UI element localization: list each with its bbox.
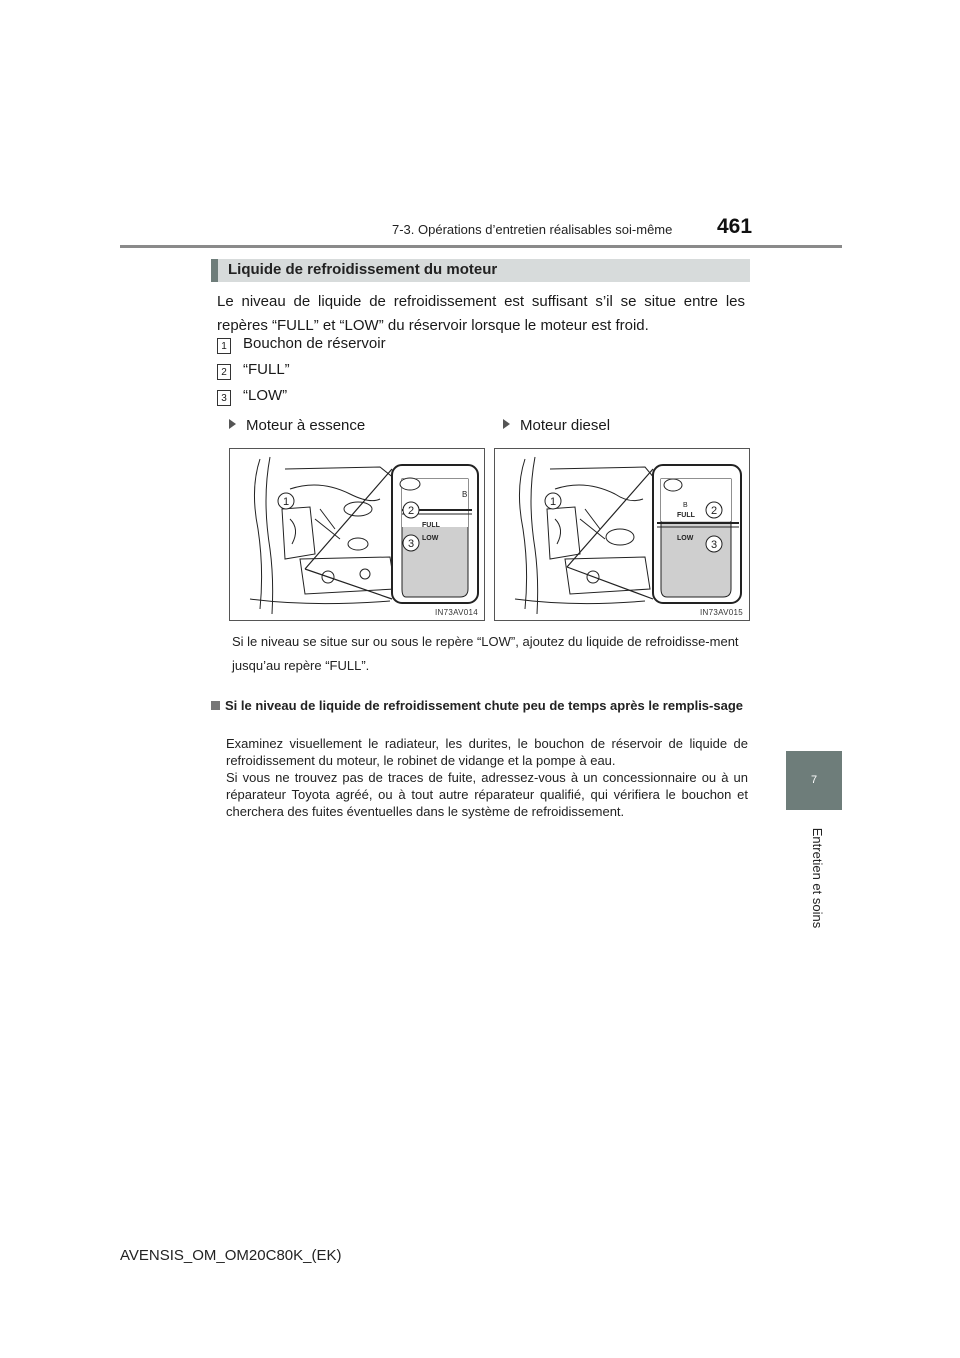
chapter-tab[interactable] bbox=[786, 751, 842, 810]
number-badge: 2 bbox=[217, 364, 231, 380]
petrol-engine-label: Moteur à essence bbox=[229, 417, 365, 434]
petrol-engine-illustration bbox=[229, 448, 485, 621]
triangle-bullet-icon bbox=[229, 419, 236, 429]
low-mark: LOW bbox=[422, 535, 439, 542]
section-heading-bar bbox=[211, 259, 750, 282]
section-title: Liquide de refroidissement du moteur bbox=[228, 261, 498, 278]
engine-bay-drawing bbox=[230, 449, 485, 621]
reservoir-mark-b: B bbox=[683, 502, 688, 509]
page-number: 461 bbox=[717, 215, 753, 238]
info-heading: Si le niveau de liquide de refroidissement chute peu de temps après le remplis-sage bbox=[211, 696, 748, 715]
diesel-engine-illustration bbox=[494, 448, 750, 621]
callout-3: 3 bbox=[710, 539, 718, 551]
callout-2: 2 bbox=[710, 505, 718, 517]
intro-paragraph: Le niveau de liquide de refroidissement est suffisant s’il se situe entre les repères “FULL” et “LOW” du réservoir lorsque le moteur est froid. bbox=[217, 293, 745, 334]
triangle-bullet-icon bbox=[503, 419, 510, 429]
info-body bbox=[226, 735, 748, 820]
number-badge: 3 bbox=[217, 390, 231, 406]
low-mark: LOW bbox=[677, 535, 694, 542]
document-code-footer: AVENSIS_OM_OM20C80K_(EK) bbox=[120, 1247, 342, 1264]
illustration-code: IN73AV014 bbox=[434, 608, 478, 617]
header-section-title: 7-3. Opérations d’entretien réalisables soi-même bbox=[392, 222, 673, 237]
info-paragraph: Examinez visuellement le radiateur, les durites, le bouchon de réservoir de liquide de refroidissement du moteur, le robinet de vidange et la pompe à eau. bbox=[226, 736, 748, 768]
illustration-code: IN73AV015 bbox=[699, 608, 743, 617]
callout-1: 1 bbox=[282, 496, 290, 508]
square-bullet-icon bbox=[211, 701, 220, 710]
note-paragraph: Si le niveau se situe sur ou sous le repère “LOW”, ajoutez du liquide de refroidisse-ment jusqu’au repère “FULL”. bbox=[232, 634, 739, 673]
chapter-number: 7 bbox=[810, 774, 818, 786]
number-badge: 1 bbox=[217, 338, 231, 354]
engine-bay-drawing bbox=[495, 449, 750, 621]
full-mark: FULL bbox=[677, 512, 695, 519]
callout-3: 3 bbox=[407, 538, 415, 550]
list-item-text: “FULL” bbox=[243, 361, 290, 378]
reservoir-mark-b: B bbox=[462, 490, 468, 499]
header-rule bbox=[120, 245, 842, 248]
chapter-label: Entretien et soins bbox=[810, 827, 825, 929]
full-mark: FULL bbox=[422, 522, 440, 529]
callout-2: 2 bbox=[407, 505, 415, 517]
list-item-text: Bouchon de réservoir bbox=[243, 335, 386, 352]
callout-1: 1 bbox=[549, 496, 557, 508]
info-paragraph: Si vous ne trouvez pas de traces de fuite, adressez-vous à un concessionnaire ou à un réparateur Toyota agréé, ou à tout autre réparateur qualifié, qui vérifiera le bouchon et cherchera des fuites éventuelles dans le système de refroidissement. bbox=[226, 770, 748, 819]
list-item-text: “LOW” bbox=[243, 387, 288, 404]
diesel-engine-label: Moteur diesel bbox=[503, 417, 610, 434]
